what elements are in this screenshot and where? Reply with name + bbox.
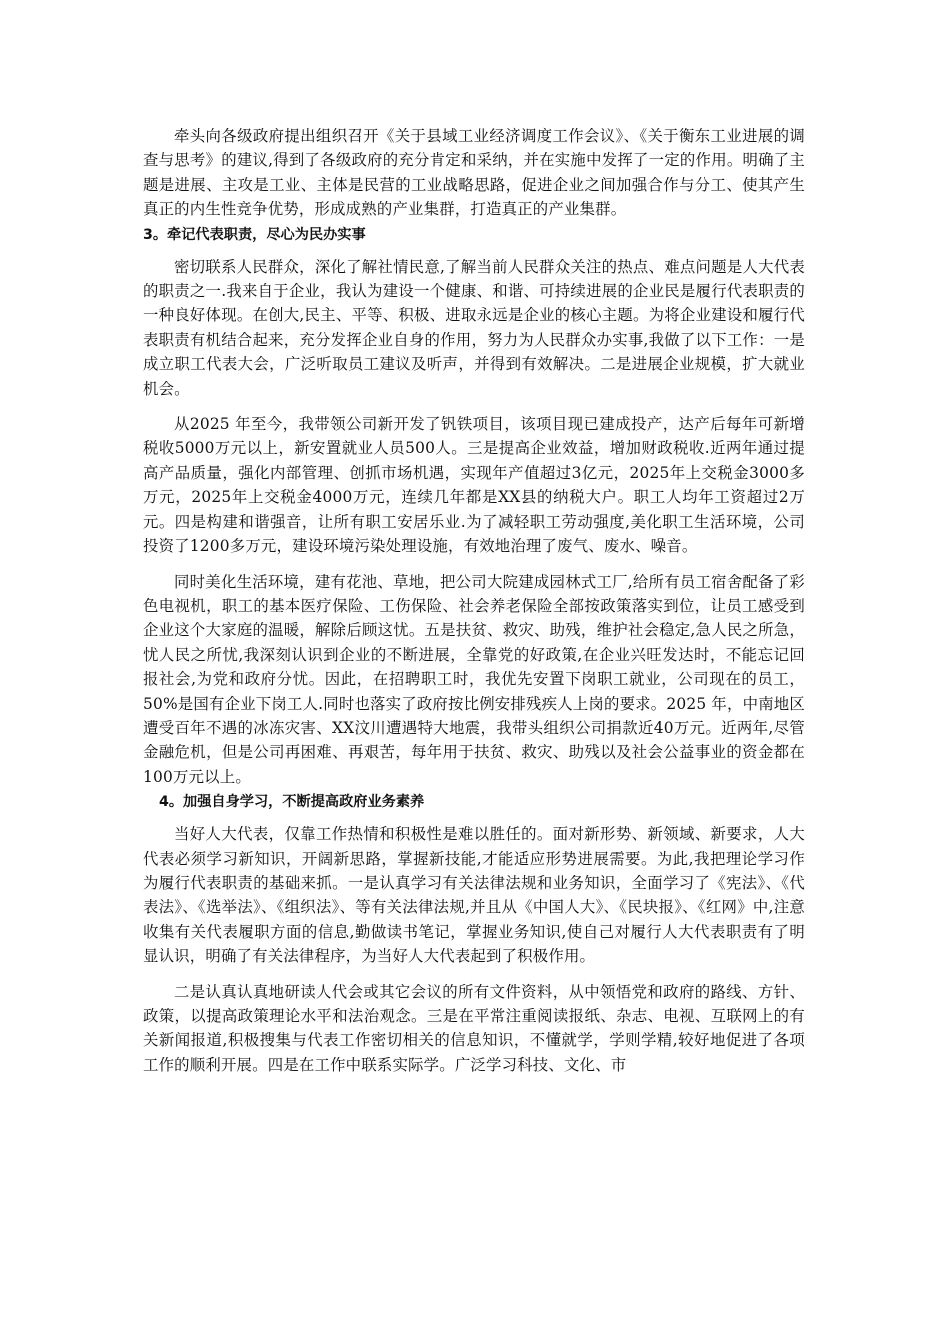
paragraph-study-documents: 二是认真认真地研读人代会或其它会议的所有文件资料，从中领悟党和政府的路线、方针、政策，以提高政策理论水平和法治观念。三是在平常注重阅读报纸、杂志、电视、互联网上的有关新闻报道,积极搜集与代表工作密切相关的信息知识，不懂就学，学则学精,较好地促进了各项工作的顺利开展。四是在工作中联系实际学。广泛学习科技、文化、市 (143, 982, 805, 1074)
paragraph-living-environment: 同时美化生活环境，建有花池、草地，把公司大院建成园林式工厂,给所有员工宿舍配备了彩色电视机，职工的基本医疗保险、工伤保险、社会养老保险全部按政策落实到位，让员工感受到企业这个大家庭的温暖，解除后顾这忧。五是扶贫、救灾、助残，维护社会稳定,急人民之所急，忧人民之所忧,我深刻认识到企业的不断进展，全靠党的好政策,在企业兴旺发达时，不能忘记回报社会,为党和政府分忧。因此，在招聘职工时，我优先安置下岗职工就业，公司现在的员工，50%是国有企业下岗工人.同时也落实了政府按比例安排残疾人上岗的要求。2025 年，中南地区遭受百年不遇的冰冻灾害、XX汶川遭遇特大地震，我带头组织公司捐款近40万元。近两年,尽管金融危机，但是公司再困难、再艰苦，每年用于扶贫、救灾、助残以及社会公益事业的资金都在100万元以上。 (143, 572, 805, 786)
paragraph-vanadium-project: 从2025 年至今，我带领公司新开发了钒铁项目，该项目现已建成投产，达产后每年可新增税收5000万元以上，新安置就业人员500人。三是提高企业效益，增加财政税收.近两年通过提高产品质量，强化内部管理、创抓市场机遇，实现年产值超过3亿元，2025年上交税金3000多万元，2025年上交税金4000万元，连续几年都是XX县的纳税大户。职工人均年工资超过2万元。四是构建和谐强音，让所有职工安居乐业.为了减轻职工劳动强度,美化职工生活环境，公司投资了1200多万元，建设环境污染处理设施，有效地治理了废气、废水、噪音。 (143, 415, 805, 556)
section-heading-3: 3。牵记代表职责，尽心为民办实事 (143, 226, 366, 243)
paragraph-contact-people: 密切联系人民群众，深化了解社情民意,了解当前人民群众关注的热点、难点问题是人大代表的职责之一.我来自于企业，我认为建设一个健康、和谐、可持续进展的企业民是履行代表职责的一种良好体现。在创大,民主、平等、积极、进取永远是企业的核心主题。为将企业建设和履行代表职责有机结合起来，充分发挥企业自身的作用，努力为人民群众办实事,我做了以下工作：一是成立职工代表大会，广泛听取员工建议及听声，并得到有效解决。二是进展企业规模，扩大就业机会。 (143, 257, 805, 398)
section-heading-4: 4。加强自身学习，不断提高政府业务素养 (159, 794, 425, 811)
document-body (143, 124, 805, 1088)
paragraph-study-law: 当好人大代表，仅靠工作热情和积极性是难以胜任的。面对新形势、新领域、新要求，人大代表必须学习新知识，开阔新思路，掌握新技能,才能适应形势进展需要。为此,我把理论学习作为履行代表职责的基础来抓。一是认真学习有关法律法规和业务知识，全面学习了《宪法》、《代表法》、《选举法》、《组织法》、等有关法律法规,并且从《中国人大》、《民块报》、《红网》中,注意收集有关代表履职方面的信息,勤做读书笔记，掌握业务知识,使自己对履行人大代表职责有了明显认识，明确了有关法律程序，为当好人大代表起到了积极作用。 (143, 825, 805, 966)
paragraph-industry-proposal: 牵头向各级政府提出组织召开《关于县域工业经济调度工作会议》、《关于衡东工业进展的调查与思考》的建议,得到了各级政府的充分肯定和采纳，并在实施中发挥了一定的作用。明确了主题是进展、主攻是工业、主体是民营的工业战略思路，促进企业之间加强合作与分工、使其产生真正的内生性竞争优势，形成成熟的产业集群，打造真正的产业集群。 (143, 127, 805, 219)
